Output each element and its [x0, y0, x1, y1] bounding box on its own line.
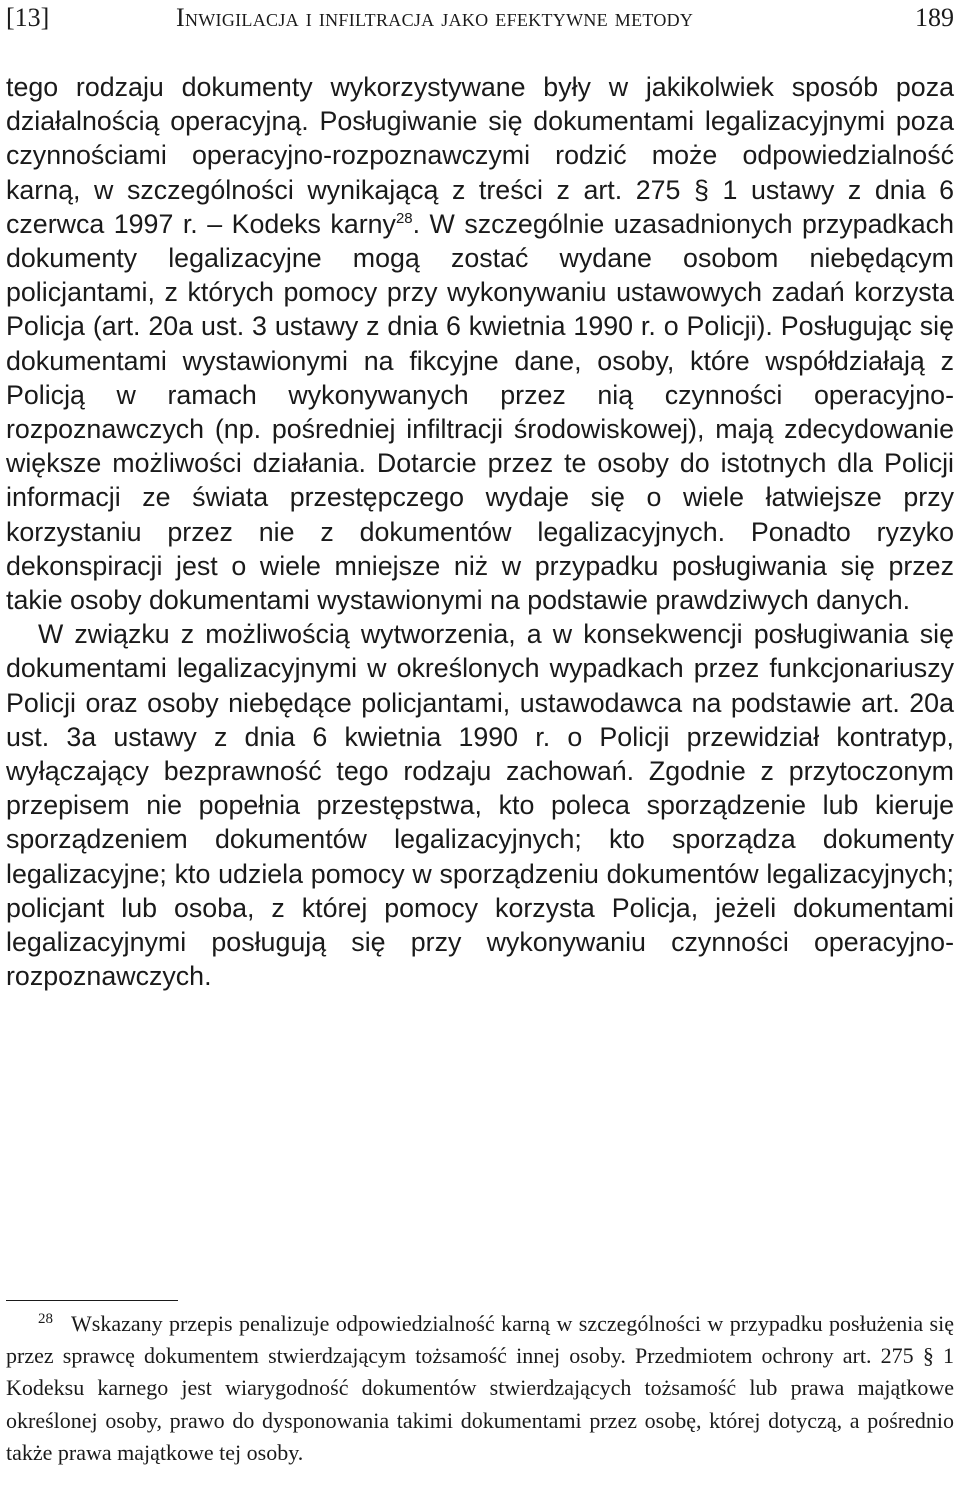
footnote-reference[interactable]: 28	[395, 209, 413, 227]
footnote-text: Wskazany przepis penalizuje odpowiedzialność karną w szczególności w przypadku posłużenia się przez sprawcę dokumentem stwierdzającym tożsamość innej osoby. Przedmiotem ochrony art. 275 § 1 Kodeksu karnego jest wiarygodność dokumentów stwierdzających tożsamość lub prawa majątkowe określonej osoby, prawo do dysponowania takimi dokumentami przez osobę, której dotyczą, a pośrednio także prawa majątkowe tej osoby.	[6, 1311, 954, 1465]
paragraph-1-part-a: tego rodzaju dokumenty wykorzystywane były w jakikolwiek sposób poza działalnością operacyjną. Posługiwanie się dokumentami legalizacyjnymi poza czynnościami operacyjno-rozpoznawczymi rodzić może odpowiedzialność karną, w szczególności wynikającą z treści z art. 275 § 1 ustawy z dnia 6 czerwca 1997 r. – Kodeks karny	[6, 72, 954, 239]
paragraph-1-part-b: . W szczególnie uzasadnionych przypadkach dokumenty legalizacyjne mogą zostać wydane osobom niebędącym policjantami, z których pomocy przy wykonywaniu ustawowych zadań korzysta Policja (art. 20a ust. 3 ustawy z dnia 6 kwietnia 1990 r. o Policji). Posługując się dokumentami wystawionymi na fikcyjne dane, osoby, które współdziałają z Policją w ramach wykonywanych przez nią czynności operacyjno-rozpoznawczych (np. pośredniej infiltracji środowiskowej), mają zdecydowanie większe możliwości działania. Dotarcie przez te osoby do istotnych dla Policji informacji ze świata przestępczego wydaje się o wiele łatwiejsze przy korzystaniu przez nie z dokumentów legalizacyjnych. Ponadto ryzyko dekonspiracji jest o wiele mniejsze niż w przypadku posługiwania się przez takie osoby dokumentami wystawionymi na podstawie prawdziwych danych.	[6, 208, 954, 616]
section-number: [13]	[6, 3, 50, 32]
footnote-section	[6, 1308, 954, 1469]
paragraph-2: W związku z możliwością wytworzenia, a w konsekwencji posługiwania się dokumentami legalizacyjnymi w określonych wypadkach przez funkcjonariuszy Policji oraz osoby niebędące policjantami, ustawodawca na podstawie art. 20a ust. 3a ustawy z dnia 6 kwietnia 1990 r. o Policji przewidział kontratyp, wyłączający bezprawność tego rodzaju zachowań. Zgodnie z przytoczonym przepisem nie popełnia przestępstwa, kto poleca sporządzenie lub kieruje sporządzeniem dokumentów legalizacyjnych; kto sporządza dokumenty legalizacyjne; kto udziela pomocy w sporządzeniu dokumentów legalizacyjnych; policjant lub osoba, z której pomocy korzysta Policja, jeżeli dokumentami legalizacyjnymi posługują się przy wykonywaniu czynności operacyjno-rozpoznawczych.	[6, 619, 954, 992]
paragraph-1	[6, 70, 954, 617]
footnote-28	[6, 1308, 954, 1469]
running-header	[6, 0, 954, 36]
main-text	[6, 70, 954, 993]
footnote-separator	[6, 1300, 178, 1301]
page-number: 189	[915, 3, 954, 32]
running-title: Inwigilacja i infiltracja jako efektywne metody	[176, 3, 694, 32]
footnote-number: 28	[38, 1310, 53, 1327]
